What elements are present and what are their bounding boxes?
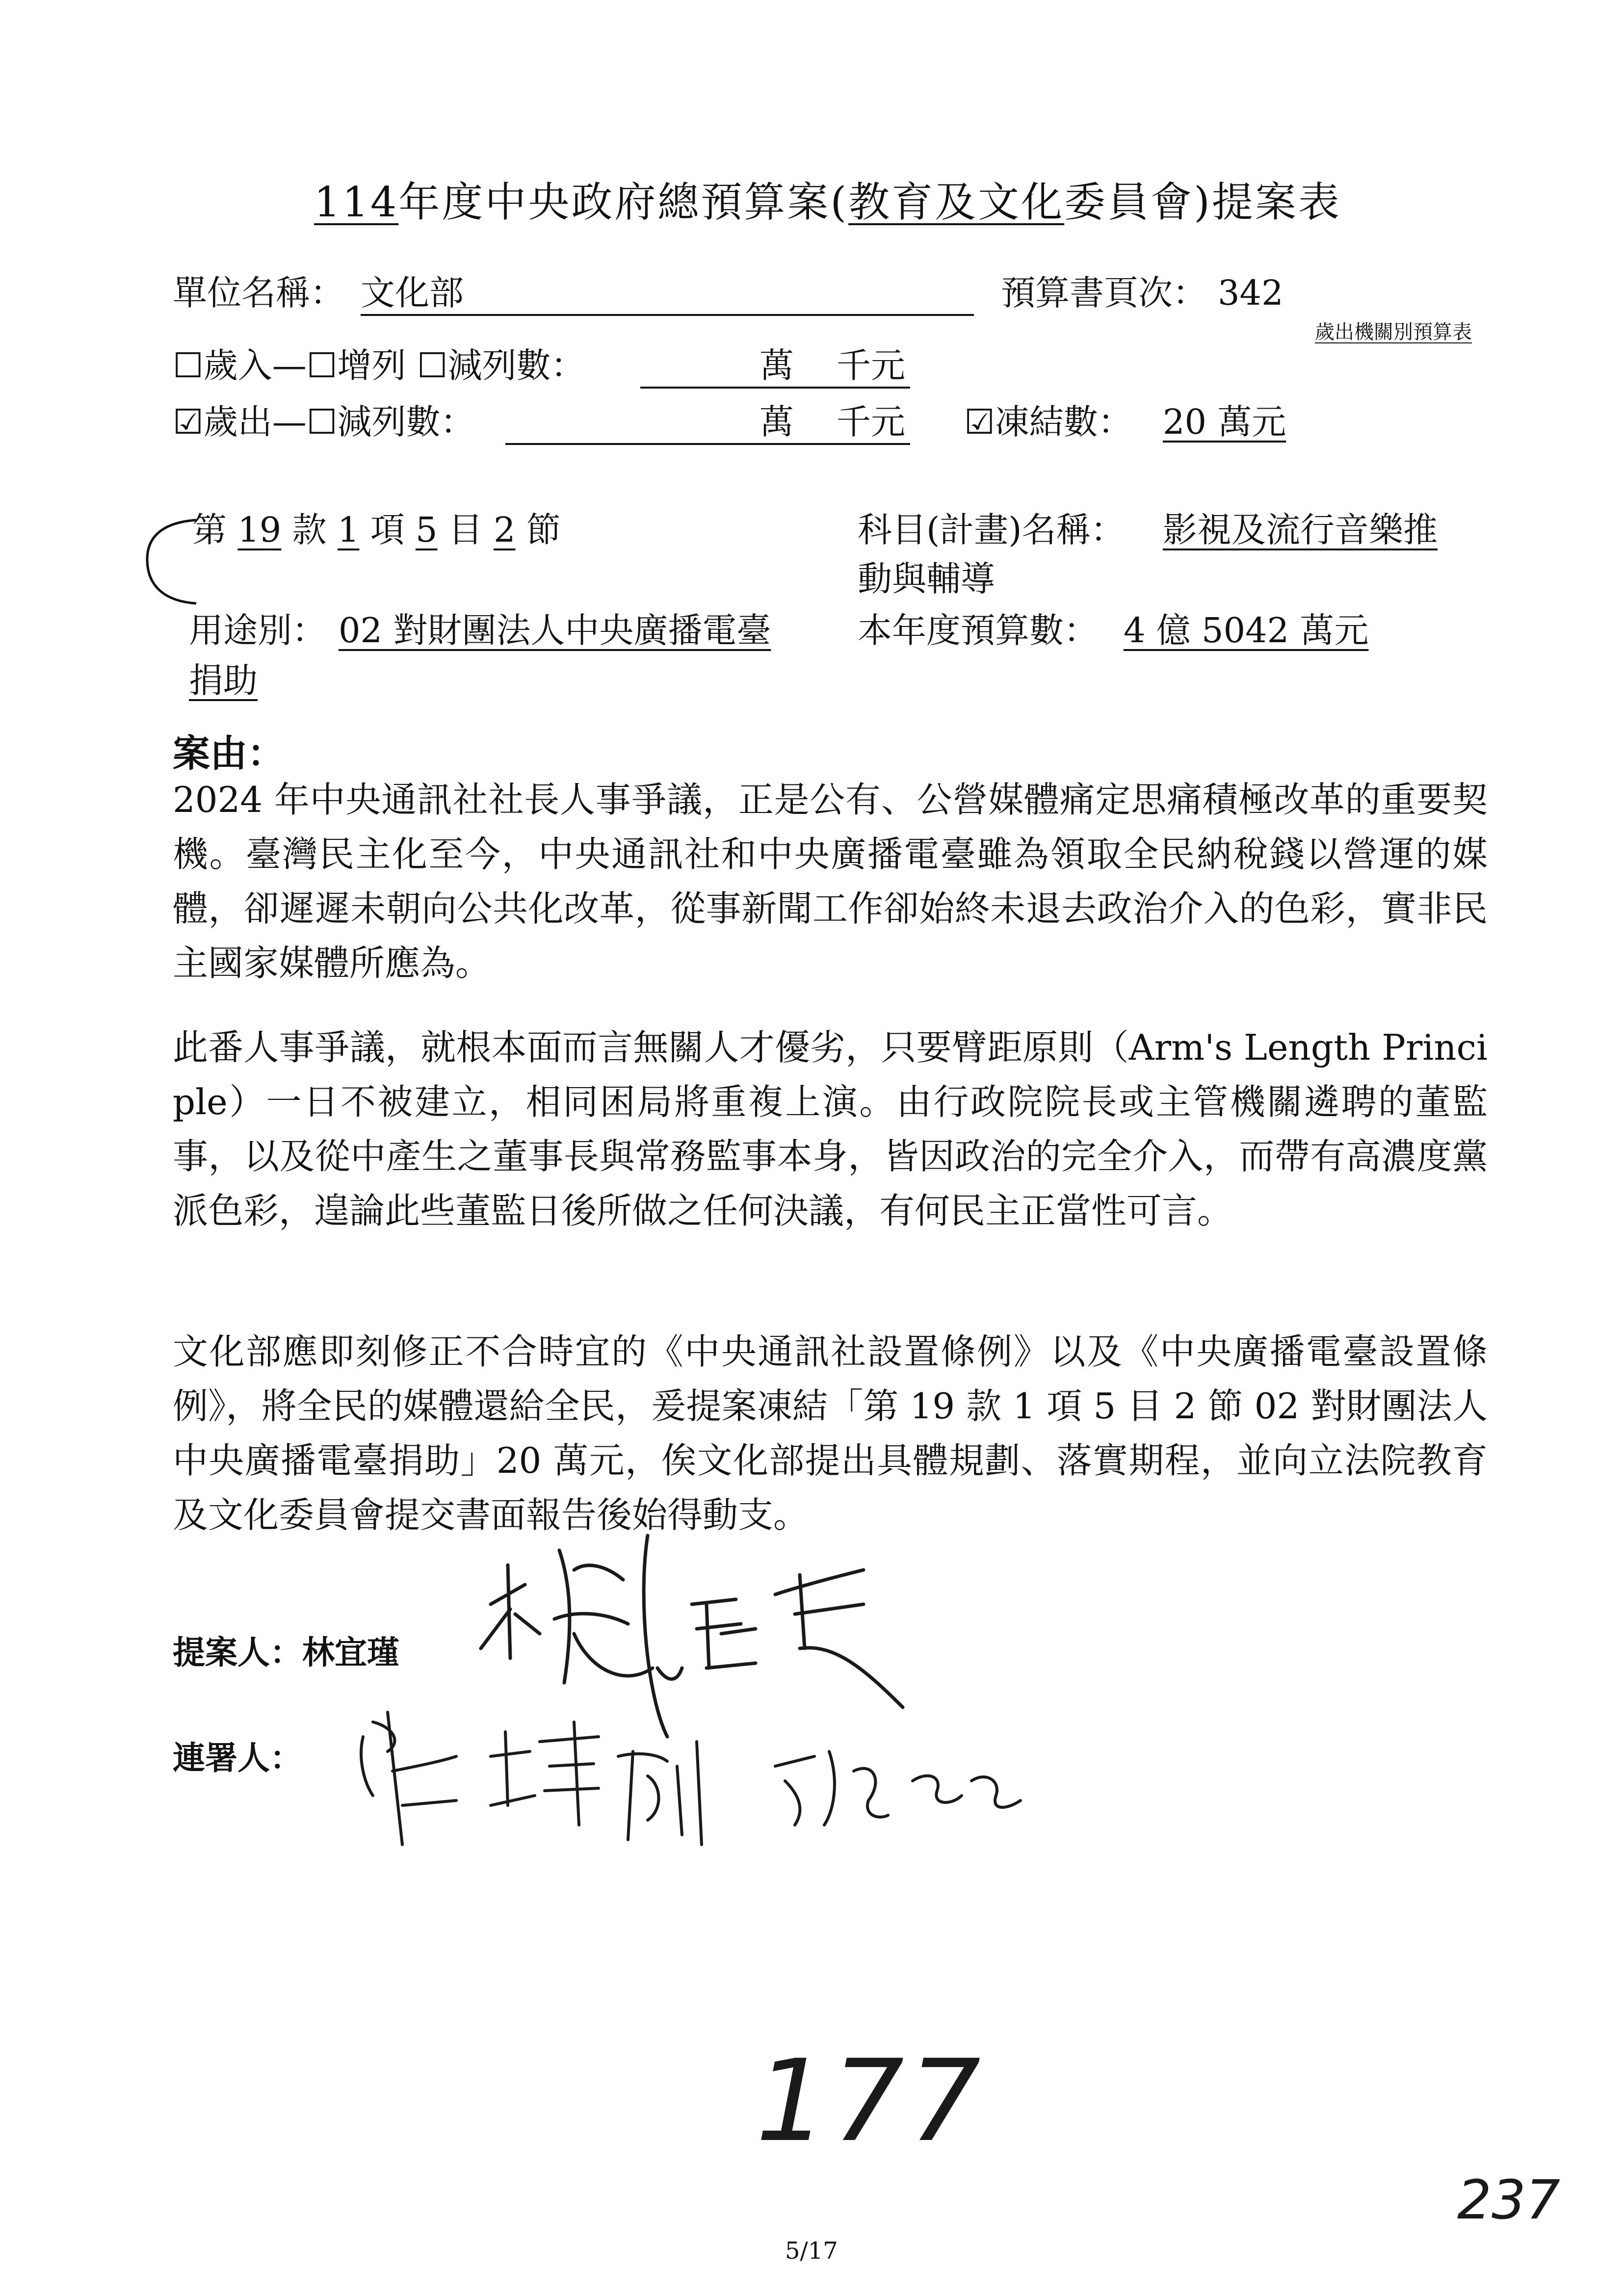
- expense-reduce-checkbox[interactable]: ☐: [306, 402, 338, 442]
- handwritten-corner-mark-text: 237: [1457, 2168, 1560, 2231]
- page-title: [314, 169, 1341, 229]
- item-code: [192, 510, 561, 550]
- revenue-add-checkbox[interactable]: ☐: [306, 345, 338, 386]
- expense-amount-line: [505, 443, 910, 445]
- reason-paragraph-3: [173, 1325, 1488, 1542]
- expense-unit-wan: 萬: [760, 402, 794, 442]
- revenue-unit-qianyuan: 千元: [837, 345, 905, 386]
- xiang-value: 1: [337, 510, 360, 550]
- title-mid: 年度中央政府總預算案(: [398, 178, 849, 226]
- mu-suffix: 目: [448, 510, 483, 550]
- budget-label: 本年度預算數：: [858, 610, 1098, 651]
- subject-line-1: 影視及流行音樂推: [1163, 510, 1438, 550]
- freeze-value: 20 萬元: [1163, 402, 1286, 442]
- jie-suffix: 節: [526, 510, 561, 550]
- proposer-label: 提案人：: [173, 1634, 302, 1671]
- title-year: 114: [314, 178, 399, 226]
- revenue-reduce-label: 減列數：: [447, 345, 585, 386]
- cosigner-label: 連署人：: [173, 1739, 302, 1777]
- expense-reduce-label: 減列數：: [337, 402, 475, 442]
- expense-unit-qianyuan: 千元: [837, 402, 905, 442]
- revenue-row: [173, 345, 585, 386]
- revenue-label: 歲入—: [203, 345, 307, 386]
- proposer-name: 林宜瑾: [302, 1634, 399, 1671]
- use-line-2: 捐助: [189, 660, 258, 701]
- revenue-reduce-checkbox[interactable]: ☐: [417, 345, 448, 386]
- expense-label: 歲出—: [203, 402, 307, 442]
- reason-paragraph-2-text: 此番人事爭議，就根本面而言無關人才優劣，只要臂距原則（Arm's Length Principle）一日不被建立，相同困局將重複上演。由行政院院長或主管機關遴聘的董監事，以及從中產生之董事長與常務監事本身，皆因政治的完全介入，而帶有高濃度黨派色彩，遑論此些董監日後所做之任何決議，有何民主正當性可言。: [173, 1027, 1488, 1231]
- reason-paragraph-3-text: 文化部應即刻修正不合時宜的《中央通訊社設置條例》以及《中央廣播電臺設置條例》，將全民的媒體還給全民，爰提案凍結「第 19 款 1 項 5 目 2 節 02 對財團法人中央廣播電臺捐助」20 萬元，俟文化部提出具體規劃、落實期程，並向立法院教育及文化委員會提交書面報告後始得動支。: [173, 1331, 1488, 1536]
- mu-value: 5: [415, 510, 438, 550]
- unit-label: 單位名稱：: [173, 273, 344, 313]
- subject-line-2: 動與輔導: [858, 559, 995, 599]
- xiang-suffix: 項: [370, 510, 405, 550]
- page-ref-value: 342: [1218, 273, 1283, 313]
- revenue-checkbox[interactable]: ☐: [173, 345, 204, 386]
- expense-checkbox[interactable]: ☑: [173, 402, 204, 442]
- freeze-checkbox[interactable]: ☑: [964, 402, 995, 442]
- unit-underline: [361, 314, 974, 316]
- freeze-label: 凍結數：: [995, 402, 1132, 442]
- revenue-add-label: 增列: [337, 345, 406, 386]
- use-label: 用途別：: [189, 610, 326, 651]
- kuan-suffix: 款: [292, 510, 327, 550]
- revenue-unit-wan: 萬: [760, 345, 794, 386]
- revenue-amount-line: [640, 387, 910, 389]
- reason-paragraph-2: [173, 1020, 1488, 1238]
- page-ref-label: 預算書頁次：: [1001, 273, 1207, 313]
- subject-label: 科目(計畫)名稱：: [858, 510, 1125, 550]
- kuan-value: 19: [237, 510, 282, 550]
- unit-value: 文化部: [361, 273, 464, 313]
- title-committee: 教育及文化: [848, 178, 1065, 226]
- cosigner-signature: [343, 1683, 1079, 1879]
- jie-value: 2: [494, 510, 516, 550]
- reason-heading: 案由：: [173, 731, 285, 775]
- proposer-row: [173, 1626, 399, 1673]
- reason-paragraph-1-text: 2024 年中央通訊社社長人事爭議，正是公有、公營媒體痛定思痛積極改革的重要契機。臺灣民主化至今，中央通訊社和中央廣播電臺雖為領取全民納稅錢以營運的媒體，卻遲遲未朝向公共化改革，從事新聞工作卻始終未退去政治介入的色彩，實非民主國家媒體所應為。: [173, 779, 1488, 984]
- title-end: 委員會)提案表: [1064, 178, 1341, 226]
- footer-page-number: 5/17: [785, 2237, 838, 2265]
- handwritten-page-mark-text: 177: [756, 2036, 986, 2167]
- budget-value: 4 億 5042 萬元: [1124, 610, 1369, 651]
- use-line-1: 02 對財團法人中央廣播電臺: [339, 610, 771, 651]
- expense-row: [173, 402, 475, 442]
- handwritten-corner-mark: [1457, 2168, 1560, 2231]
- handwritten-page-mark: [756, 2036, 986, 2167]
- kuan-prefix: 第: [192, 510, 227, 550]
- freeze-group: [964, 402, 1132, 442]
- page-ref-note: 歲出機關別預算表: [1315, 321, 1472, 343]
- reason-paragraph-1: [173, 773, 1488, 991]
